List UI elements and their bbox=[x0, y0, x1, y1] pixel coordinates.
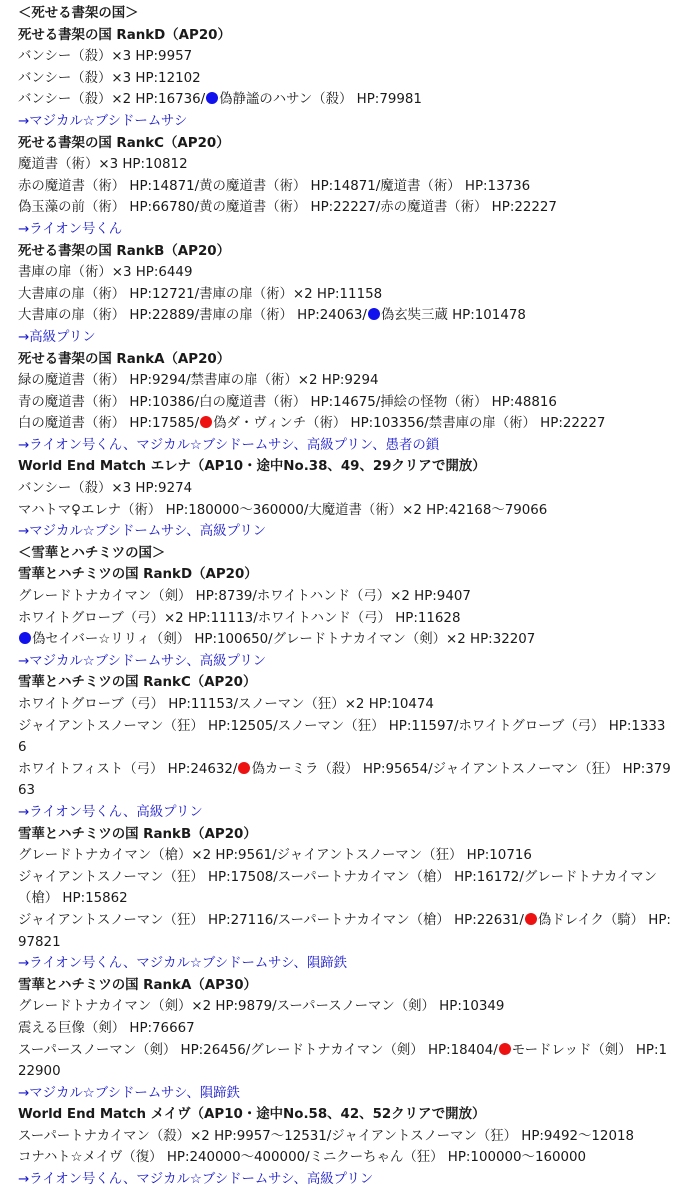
line-text: 雪華とハチミツの国 RankC（AP20） bbox=[18, 675, 257, 691]
enemy-wave-line bbox=[18, 759, 673, 802]
line-text: 偽玄奘三蔵 HP:101478 bbox=[380, 308, 526, 324]
quest-heading bbox=[18, 241, 673, 263]
line-text: 大書庫の扉（術） HP:12721/書庫の扉（術）×2 HP:11158 bbox=[18, 286, 383, 302]
red-dot-icon bbox=[499, 1043, 511, 1055]
enemy-wave-line bbox=[18, 1018, 673, 1040]
enemy-wave-line bbox=[18, 910, 673, 953]
line-text: 偽ドレイク（騎） HP:97821 bbox=[18, 912, 671, 950]
line-text: グレードトナカイマン（剣）×2 HP:9879/スーパースノーマン（剣） HP:10349 bbox=[18, 999, 505, 1015]
enemy-wave-line bbox=[18, 1040, 673, 1083]
enemy-wave-line bbox=[18, 1126, 673, 1148]
enemy-wave-line bbox=[18, 284, 673, 306]
drop-item-link[interactable] bbox=[18, 521, 673, 543]
line-text: 緑の魔道書（術） HP:9294/禁書庫の扉（術）×2 HP:9294 bbox=[18, 373, 379, 389]
enemy-wave-line bbox=[18, 500, 673, 522]
line-text: ＜雪華とハチミツの国＞ bbox=[18, 545, 166, 561]
drop-item-link[interactable] bbox=[18, 953, 673, 975]
quest-heading bbox=[18, 824, 673, 846]
enemy-wave-line bbox=[18, 608, 673, 630]
line-text: 偽玉藻の前（術） HP:66780/黄の魔道書（術） HP:22227/赤の魔道書（術） HP:22227 bbox=[18, 200, 557, 216]
drop-item-link[interactable] bbox=[18, 111, 673, 133]
red-dot-icon bbox=[525, 913, 537, 925]
line-text: スーパースノーマン（剣） HP:26456/グレードトナカイマン（剣） HP:18404/ bbox=[18, 1042, 498, 1058]
line-text: 赤の魔道書（術） HP:14871/黄の魔道書（術） HP:14871/魔道書（術） HP:13736 bbox=[18, 178, 531, 194]
enemy-wave-line bbox=[18, 1147, 673, 1169]
enemy-wave-line bbox=[18, 305, 673, 327]
line-text: バンシー（殺）×3 HP:9957 bbox=[18, 49, 193, 65]
quest-heading bbox=[18, 975, 673, 997]
section-title bbox=[18, 543, 673, 565]
enemy-wave-line bbox=[18, 46, 673, 68]
line-text: ジャイアントスノーマン（狂） HP:17508/スーパートナカイマン（槍） HP:16172/グレードトナカイマン（槍） HP:15862 bbox=[18, 869, 658, 907]
line-text: 雪華とハチミツの国 RankB（AP20） bbox=[18, 826, 257, 842]
blue-dot-icon bbox=[368, 308, 380, 320]
line-text: スーパートナカイマン（殺）×2 HP:9957〜12531/ジャイアントスノーマン（狂） HP:9492〜12018 bbox=[18, 1128, 635, 1144]
line-text: ＜死せる書架の国＞ bbox=[18, 6, 139, 21]
line-text: 偽セイバー☆リリィ（剣） HP:100650/グレードトナカイマン（剣）×2 HP:32207 bbox=[32, 632, 536, 648]
line-text: 書庫の扉（術）×3 HP:6449 bbox=[18, 265, 193, 281]
drop-item-link[interactable] bbox=[18, 1083, 673, 1105]
quest-heading bbox=[18, 672, 673, 694]
line-text[interactable]: →マジカル☆ブシドームサシ、隕蹄鉄 bbox=[18, 1085, 240, 1101]
line-text: モードレッド（剣） HP:122900 bbox=[18, 1042, 668, 1080]
enemy-wave-line bbox=[18, 413, 673, 435]
line-text[interactable]: →ライオン号くん bbox=[18, 221, 123, 237]
enemy-wave-line bbox=[18, 370, 673, 392]
line-text[interactable]: →ライオン号くん、高級プリン bbox=[18, 804, 203, 820]
line-text: 白の魔道書（術） HP:17585/ bbox=[18, 416, 200, 432]
line-text: 雪華とハチミツの国 RankD（AP20） bbox=[18, 567, 258, 583]
enemy-wave-line bbox=[18, 392, 673, 414]
line-text: バンシー（殺）×3 HP:9274 bbox=[18, 481, 193, 497]
drop-item-link[interactable] bbox=[18, 1169, 673, 1191]
line-text: 青の魔道書（術） HP:10386/白の魔道書（術） HP:14675/挿絵の怪物（術） HP:48816 bbox=[18, 394, 557, 410]
enemy-wave-line bbox=[18, 845, 673, 867]
line-text: グレードトナカイマン（槍）×2 HP:9561/ジャイアントスノーマン（狂） HP:10716 bbox=[18, 848, 532, 864]
line-text: 死せる書架の国 RankC（AP20） bbox=[18, 135, 230, 151]
drop-item-link[interactable] bbox=[18, 327, 673, 349]
line-text: ホワイトフィスト（弓） HP:24632/ bbox=[18, 761, 238, 777]
enemy-wave-line bbox=[18, 154, 673, 176]
line-text: 震える巨像（剣） HP:76667 bbox=[18, 1020, 195, 1036]
blue-dot-icon bbox=[206, 92, 218, 104]
enemy-wave-line bbox=[18, 694, 673, 716]
line-text: 大書庫の扉（術） HP:22889/書庫の扉（術） HP:24063/ bbox=[18, 308, 367, 324]
line-text: ジャイアントスノーマン（狂） HP:27116/スーパートナカイマン（槍） HP:22631/ bbox=[18, 912, 524, 928]
line-text: コナハト☆メイヴ（復） HP:240000〜400000/ミニクーちゃん（狂） HP:100000〜160000 bbox=[18, 1150, 587, 1166]
enemy-wave-line bbox=[18, 867, 673, 910]
line-text[interactable]: →高級プリン bbox=[18, 329, 96, 345]
quest-heading bbox=[18, 456, 673, 478]
line-text: 魔道書（術）×3 HP:10812 bbox=[18, 157, 188, 173]
line-text: 死せる書架の国 RankB（AP20） bbox=[18, 243, 230, 259]
drop-item-link[interactable] bbox=[18, 435, 673, 457]
enemy-wave-line bbox=[18, 478, 673, 500]
drop-item-link[interactable] bbox=[18, 651, 673, 673]
line-text[interactable]: →ライオン号くん、マジカル☆ブシドームサシ、高級プリン、愚者の鎖 bbox=[18, 437, 440, 453]
line-text: 偽静謐のハサン（殺） HP:79981 bbox=[219, 92, 422, 108]
line-text[interactable]: →ライオン号くん、マジカル☆ブシドームサシ、高級プリン bbox=[18, 1172, 374, 1188]
enemy-wave-line bbox=[18, 586, 673, 608]
line-text: バンシー（殺）×3 HP:12102 bbox=[18, 70, 201, 86]
drop-item-link[interactable] bbox=[18, 219, 673, 241]
line-text[interactable]: →マジカル☆ブシドームサシ、高級プリン bbox=[18, 524, 267, 540]
line-text: World End Match メイヴ（AP10・途中No.58、42、52クリアで開放） bbox=[18, 1107, 486, 1123]
line-text[interactable]: →ライオン号くん、マジカル☆ブシドームサシ、隕蹄鉄 bbox=[18, 956, 348, 972]
red-dot-icon bbox=[238, 762, 250, 774]
line-text: World End Match エレナ（AP10・途中No.38、49、29クリアで開放） bbox=[18, 459, 486, 475]
quest-heading bbox=[18, 1104, 673, 1126]
line-text: ホワイトグローブ（弓） HP:11153/スノーマン（狂）×2 HP:10474 bbox=[18, 697, 434, 712]
red-dot-icon bbox=[200, 416, 212, 428]
line-text: ホワイトグローブ（弓）×2 HP:11113/ホワイトハンド（弓） HP:11628 bbox=[18, 610, 461, 626]
enemy-wave-line bbox=[18, 68, 673, 90]
line-text: マハトマ♀エレナ（術） HP:180000〜360000/大魔道書（術）×2 HP:42168〜79066 bbox=[18, 502, 548, 518]
line-text: 偽カーミラ（殺） HP:95654/ジャイアントスノーマン（狂） HP:37963 bbox=[18, 761, 671, 799]
enemy-wave-line bbox=[18, 629, 673, 651]
quest-heading bbox=[18, 133, 673, 155]
enemy-wave-line bbox=[18, 89, 673, 111]
line-text: 死せる書架の国 RankA（AP20） bbox=[18, 351, 231, 367]
enemy-wave-line bbox=[18, 716, 673, 759]
quest-heading bbox=[18, 349, 673, 371]
enemy-wave-line bbox=[18, 996, 673, 1018]
line-text: グレードトナカイマン（剣） HP:8739/ホワイトハンド（弓）×2 HP:9407 bbox=[18, 589, 471, 605]
quest-heading bbox=[18, 25, 673, 47]
enemy-wave-line bbox=[18, 262, 673, 284]
line-text: バンシー（殺）×2 HP:16736/ bbox=[18, 92, 206, 108]
enemy-wave-line bbox=[18, 176, 673, 198]
enemy-wave-line bbox=[18, 197, 673, 219]
line-text[interactable]: →マジカル☆ブシドームサシ bbox=[18, 113, 188, 129]
drop-item-link[interactable] bbox=[18, 802, 673, 824]
line-text: 死せる書架の国 RankD（AP20） bbox=[18, 27, 231, 43]
blue-dot-icon bbox=[19, 632, 31, 644]
line-text: 雪華とハチミツの国 RankA（AP30） bbox=[18, 977, 257, 993]
quest-heading bbox=[18, 564, 673, 586]
section-title bbox=[18, 3, 673, 25]
line-text: ジャイアントスノーマン（狂） HP:12505/スノーマン（狂） HP:11597/ホワイトグローブ（弓） HP:13336 bbox=[18, 718, 666, 756]
line-text[interactable]: →マジカル☆ブシドームサシ、高級プリン bbox=[18, 653, 267, 669]
line-text: 偽ダ・ヴィンチ（術） HP:103356/禁書庫の扉（術） HP:22227 bbox=[213, 416, 606, 432]
